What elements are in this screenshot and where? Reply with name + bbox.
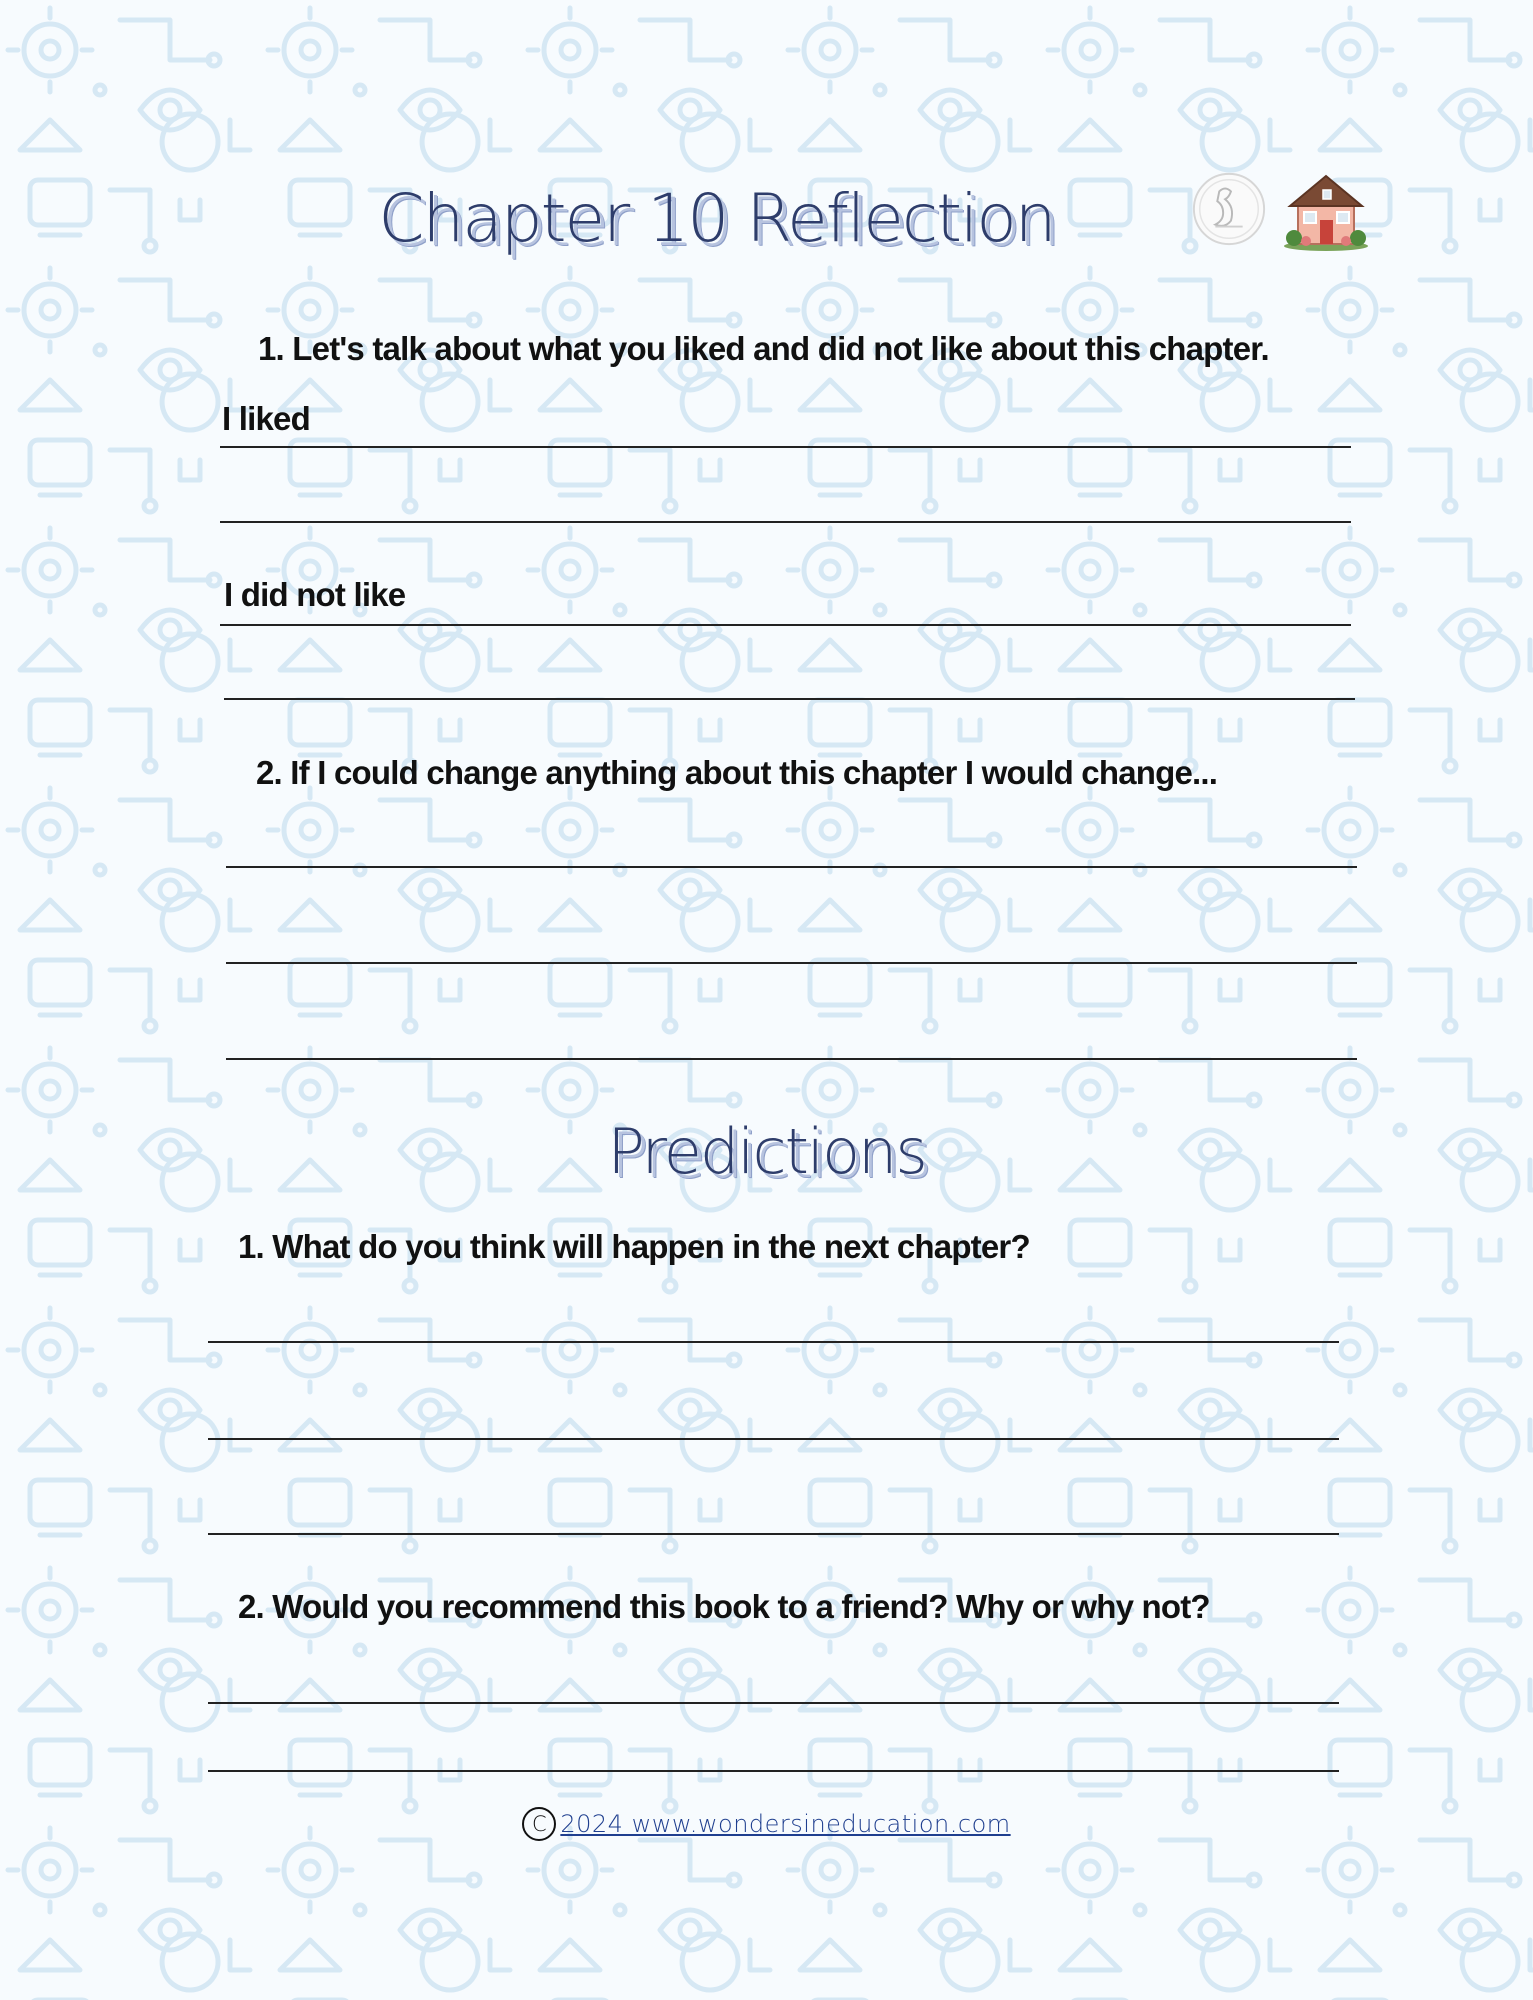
copyright-icon: C <box>522 1807 556 1841</box>
question-next-chapter: 1. What do you think will happen in the next chapter? <box>238 1228 1030 1265</box>
answer-line[interactable] <box>208 1770 1339 1772</box>
answer-line[interactable] <box>226 962 1357 964</box>
answer-line[interactable] <box>208 1533 1339 1535</box>
answer-line[interactable] <box>208 1438 1339 1440</box>
label-liked: I liked <box>222 400 310 437</box>
footer <box>0 1807 1533 1841</box>
predictions-title: Predictions <box>607 1115 926 1188</box>
bird-logo-icon <box>1190 170 1268 248</box>
house-logo-icon <box>1278 168 1374 252</box>
answer-line[interactable] <box>208 1702 1339 1704</box>
answer-line[interactable] <box>220 624 1351 626</box>
question-like-dislike: 1. Let's talk about what you liked and did not like about this chapter. <box>258 330 1269 367</box>
page-title: Chapter 10 Reflection <box>378 180 1055 257</box>
answer-line[interactable] <box>226 866 1357 868</box>
answer-line[interactable] <box>224 698 1355 700</box>
answer-line[interactable] <box>220 446 1351 448</box>
answer-line[interactable] <box>220 521 1351 523</box>
website-link[interactable]: 2024 www.wondersineducation.com <box>560 1810 1011 1838</box>
answer-line[interactable] <box>208 1341 1339 1343</box>
answer-line[interactable] <box>226 1058 1357 1060</box>
question-change: 2. If I could change anything about this chapter I would change... <box>256 754 1218 791</box>
logo-group <box>1190 168 1375 253</box>
label-did-not-like: I did not like <box>224 576 406 613</box>
question-recommend: 2. Would you recommend this book to a friend? Why or why not? <box>238 1588 1210 1625</box>
